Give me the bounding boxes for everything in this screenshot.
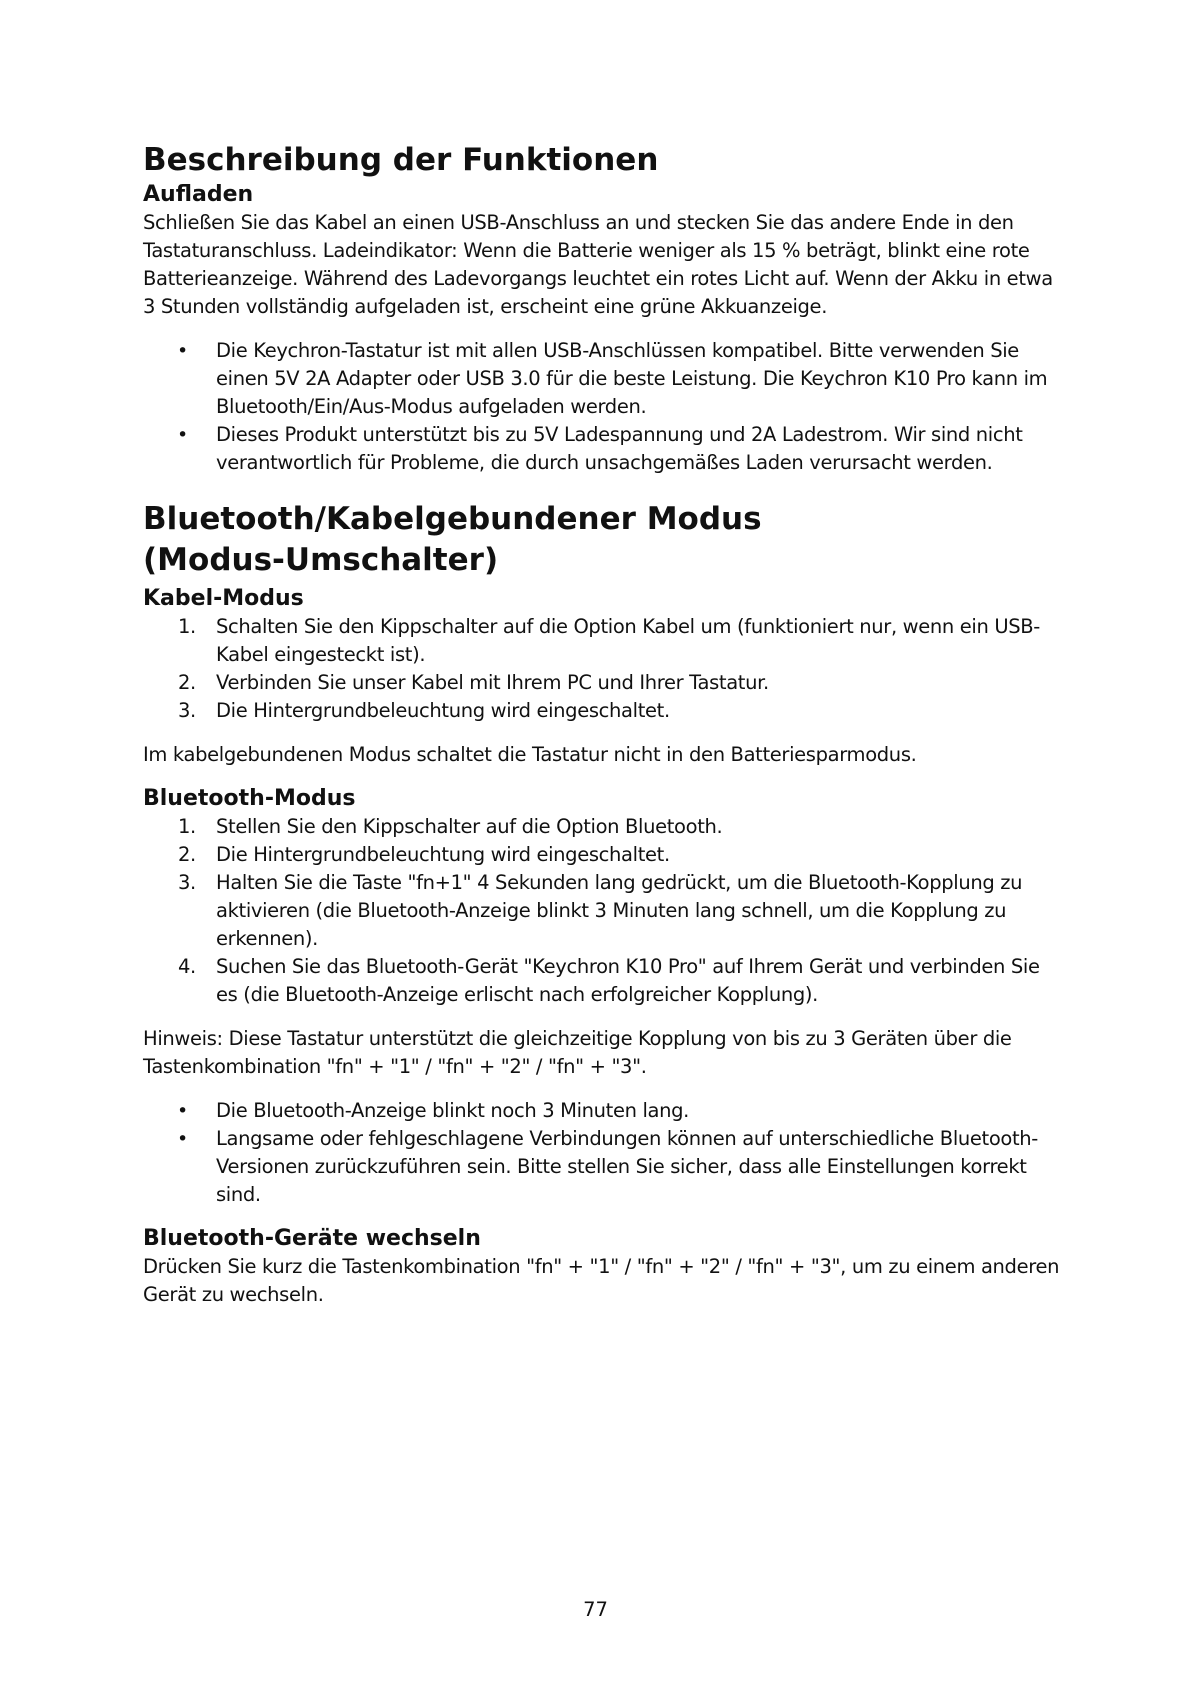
list-item-text: Langsame oder fehlgeschlagene Verbindungen können auf unterschiedliche Bluetooth-Versionen zurückzuführen sein. Bitte stellen Sie sicher, dass alle Einstellungen korrekt sind. bbox=[216, 1127, 1038, 1206]
list-item-text: Die Hintergrundbeleuchtung wird eingeschaltet. bbox=[216, 699, 670, 722]
list-item bbox=[143, 813, 1063, 841]
subheading-geraete-wechseln: Bluetooth-Geräte wechseln bbox=[143, 1226, 481, 1251]
list-number: 4. bbox=[178, 955, 196, 978]
list-number: 3. bbox=[178, 699, 196, 722]
list-number: 1. bbox=[178, 615, 196, 638]
list-item bbox=[143, 841, 1063, 869]
bullet-list-bluetooth bbox=[143, 1097, 1063, 1209]
list-item-text: Suchen Sie das Bluetooth-Gerät "Keychron K10 Pro" auf Ihrem Gerät und verbinden Sie es (die Bluetooth-Anzeige erlischt nach erfolgreicher Kopplung). bbox=[216, 955, 1040, 1006]
list-item-text: Die Hintergrundbeleuchtung wird eingeschaltet. bbox=[216, 843, 670, 866]
subheading-aufladen: Aufladen bbox=[143, 182, 254, 207]
numbered-list-bluetooth-modus bbox=[143, 813, 1063, 1009]
list-item-text: Verbinden Sie unser Kabel mit Ihrem PC und Ihrer Tastatur. bbox=[216, 671, 769, 694]
section-title-funktionen: Beschreibung der Funktionen bbox=[143, 142, 659, 178]
list-item bbox=[143, 869, 1063, 953]
list-item bbox=[143, 337, 1063, 421]
list-item-text: Halten Sie die Taste "fn+1" 4 Sekunden lang gedrückt, um die Bluetooth-Kopplung zu aktivieren (die Bluetooth-Anzeige blinkt 3 Minuten lang schnell, um die Kopplung zu erkennen). bbox=[216, 871, 1023, 950]
list-item-text: Die Keychron-Tastatur ist mit allen USB-Anschlüssen kompatibel. Bitte verwenden Sie einen 5V 2A Adapter oder USB 3.0 für die beste Leistung. Die Keychron K10 Pro kann im Bluetooth/Ein/Aus-Modus aufgeladen werden. bbox=[216, 339, 1048, 418]
bullet-marker: • bbox=[177, 424, 188, 446]
subheading-bluetooth-modus: Bluetooth-Modus bbox=[143, 786, 356, 811]
list-item-text: Stellen Sie den Kippschalter auf die Option Bluetooth. bbox=[216, 815, 723, 838]
list-item bbox=[143, 613, 1063, 669]
bullet-marker: • bbox=[177, 1100, 188, 1122]
numbered-list-kabel-modus bbox=[143, 613, 1063, 725]
list-item-text: Dieses Produkt unterstützt bis zu 5V Ladespannung und 2A Ladestrom. Wir sind nicht verantwortlich für Probleme, die durch unsachgemäßes Laden verursacht werden. bbox=[216, 423, 1023, 474]
list-item bbox=[143, 697, 1063, 725]
paragraph-aufladen: Schließen Sie das Kabel an einen USB-Anschluss an und stecken Sie das andere Ende in den Tastaturanschluss. Ladeindikator: Wenn die Batterie weniger als 15 % beträgt, blinkt eine rote Batterieanzeige. Während des Ladevorgangs leuchtet ein rotes Licht auf. Wenn der Akku in etwa 3 Stunden vollständig aufgeladen ist, erscheint eine grüne Akkuanzeige. bbox=[143, 211, 1053, 318]
page-number: 77 bbox=[583, 1598, 608, 1621]
document-page bbox=[143, 140, 1063, 1309]
bullet-list-aufladen bbox=[143, 337, 1063, 477]
list-item bbox=[143, 1125, 1063, 1209]
list-item bbox=[143, 953, 1063, 1009]
list-item bbox=[143, 669, 1063, 697]
list-item bbox=[143, 421, 1063, 477]
list-number: 2. bbox=[178, 671, 196, 694]
list-item-text: Die Bluetooth-Anzeige blinkt noch 3 Minuten lang. bbox=[216, 1099, 690, 1122]
list-number: 1. bbox=[178, 815, 196, 838]
list-item-text: Schalten Sie den Kippschalter auf die Option Kabel um (funktioniert nur, wenn ein USB-Kabel eingesteckt ist). bbox=[216, 615, 1040, 666]
bullet-marker: • bbox=[177, 340, 188, 362]
section-title-modus: Bluetooth/Kabelgebundener Modus (Modus-Umschalter) bbox=[143, 501, 762, 578]
list-item bbox=[143, 1097, 1063, 1125]
bullet-marker: • bbox=[177, 1128, 188, 1150]
paragraph-hinweis: Hinweis: Diese Tastatur unterstützt die gleichzeitige Kopplung von bis zu 3 Geräten über die Tastenkombination "fn" + "1" / "fn" + "2" / "fn" + "3". bbox=[143, 1027, 1012, 1078]
list-number: 2. bbox=[178, 843, 196, 866]
paragraph-geraete-wechseln: Drücken Sie kurz die Tastenkombination "fn" + "1" / "fn" + "2" / "fn" + "3", um zu einem anderen Gerät zu wechseln. bbox=[143, 1255, 1060, 1306]
subheading-kabel-modus: Kabel-Modus bbox=[143, 586, 304, 611]
list-number: 3. bbox=[178, 871, 196, 894]
paragraph-kabel-note: Im kabelgebundenen Modus schaltet die Tastatur nicht in den Batteriesparmodus. bbox=[143, 743, 917, 766]
